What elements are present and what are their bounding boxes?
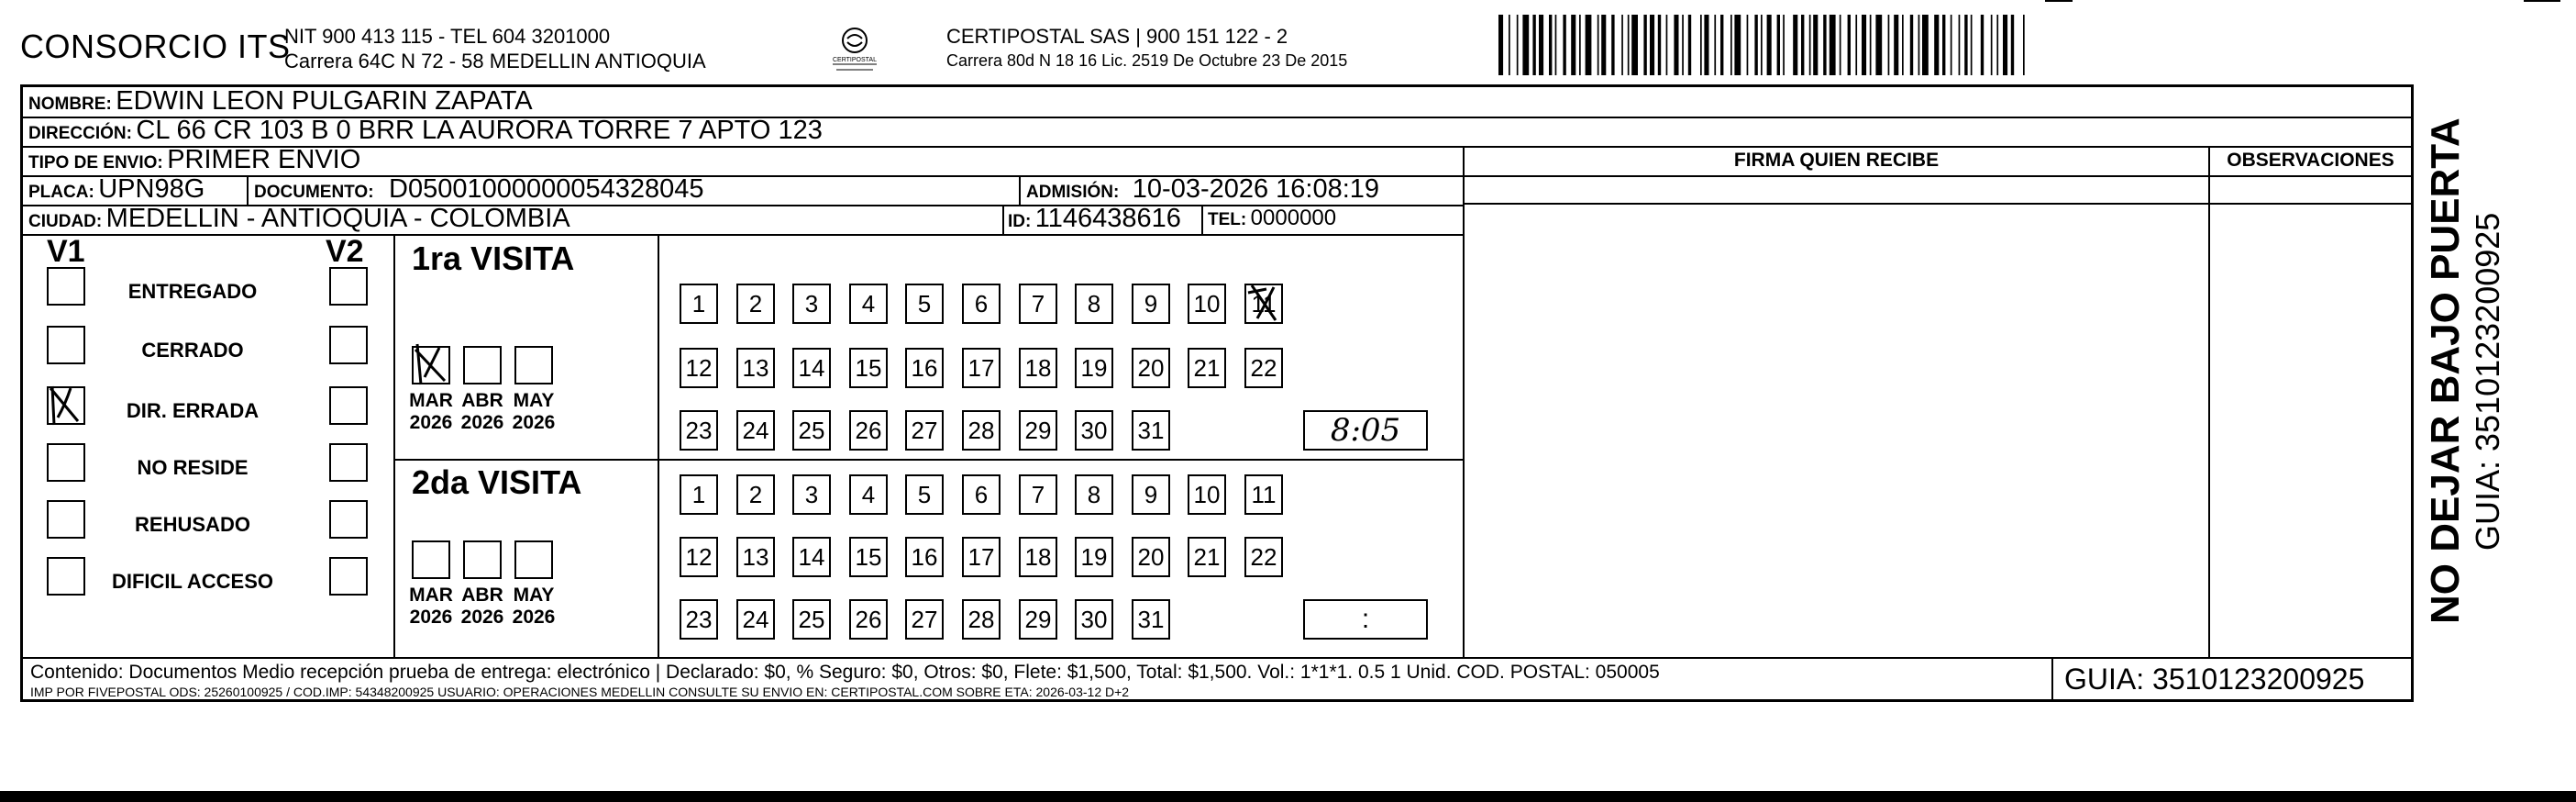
v2-checkbox[interactable] (329, 326, 368, 364)
day-number: 23 (685, 416, 713, 444)
day-number: 20 (1137, 542, 1165, 571)
nombre-label: NOMBRE: (28, 95, 112, 114)
v2-checkbox[interactable] (329, 443, 368, 482)
day-number: 1 (691, 480, 706, 508)
day-box[interactable] (1075, 599, 1113, 640)
row-divider (23, 146, 2411, 148)
status-label: DIR. ERRADA (126, 399, 260, 422)
day-number: 14 (798, 542, 825, 571)
footer-cell-divider (2051, 657, 2053, 699)
barcode-bar (1498, 15, 1503, 75)
day-box[interactable] (1075, 284, 1113, 324)
barcode-bar (1563, 15, 1565, 75)
day-box[interactable] (905, 537, 944, 577)
second-visit-time[interactable] (1303, 599, 1428, 640)
tel-value: 0000000 (1250, 206, 1337, 230)
certipostal-logo-icon (827, 24, 882, 75)
day-box[interactable] (1075, 348, 1113, 388)
day-number: 28 (967, 605, 995, 633)
barcode-bar (1650, 15, 1654, 75)
day-box[interactable] (1132, 348, 1170, 388)
day-number: 18 (1024, 353, 1052, 382)
day-number: 10 (1193, 289, 1221, 317)
day-number: 31 (1137, 416, 1165, 444)
day-number: 6 (974, 289, 989, 317)
barcode-bar (1761, 15, 1763, 75)
barcode-bar (1628, 15, 1630, 75)
day-box[interactable] (792, 348, 831, 388)
direccion-value: CL 66 CR 103 B 0 BRR LA AURORA TORRE 7 APTO 123 (136, 116, 823, 145)
day-number: 3 (804, 480, 819, 508)
day-number: 8 (1087, 480, 1101, 508)
barcode-bar (1942, 15, 1945, 75)
day-box[interactable] (680, 599, 718, 640)
day-number: 27 (911, 416, 938, 444)
month-year: 2026 (512, 607, 556, 628)
day-number: 19 (1080, 542, 1108, 571)
barcode-bar (1971, 15, 1973, 75)
day-box[interactable] (680, 537, 718, 577)
admision-value: 10-03-2026 16:08:19 (1132, 174, 1380, 204)
day-number: 25 (798, 605, 825, 633)
barcode-bar (1747, 15, 1749, 75)
day-number: 29 (1024, 605, 1052, 633)
observations-area[interactable] (2210, 205, 2411, 656)
ciudad-cell (28, 204, 570, 234)
barcode-bar (1902, 15, 1904, 75)
first-visit-time-value: 8:05 (1330, 412, 1401, 449)
status-label: NO RESIDE (137, 456, 249, 479)
barcode-bar (1951, 15, 1952, 75)
company-address: Carrera 64C N 72 - 58 MEDELLIN ANTIOQUIA (284, 50, 706, 72)
day-number: 15 (855, 542, 882, 571)
month-year: 2026 (409, 607, 453, 628)
day-box[interactable] (1075, 474, 1113, 515)
day-number: 26 (855, 605, 882, 633)
month-name: ABR (461, 390, 503, 411)
barcode-bar (1894, 15, 1898, 75)
day-number: 18 (1024, 542, 1052, 571)
barcode-bar (1840, 15, 1841, 75)
id-value: 1146438616 (1034, 204, 1181, 233)
v2-checkbox[interactable] (329, 557, 368, 596)
admision-cell (1026, 174, 1379, 205)
visit-column-divider (658, 236, 659, 657)
courier-license: Carrera 80d N 18 16 Lic. 2519 De Octubre 23 De 2015 (946, 51, 1348, 70)
day-number: 9 (1144, 480, 1158, 508)
day-number: 26 (855, 416, 882, 444)
day-box[interactable] (1244, 474, 1283, 515)
month-label (502, 390, 566, 434)
day-box[interactable] (962, 348, 1001, 388)
handwritten-check-mark (43, 381, 87, 429)
day-box[interactable] (962, 537, 1001, 577)
placa-value: UPN98G (98, 174, 205, 204)
barcode-bar (1714, 15, 1716, 75)
barcode-bar (1571, 15, 1575, 75)
month-name: MAR (409, 390, 453, 411)
nombre-row (28, 86, 533, 117)
day-number: 10 (1193, 480, 1221, 508)
ciudad-label: CIUDAD: (28, 212, 103, 231)
tipo-envio-value: PRIMER ENVIO (167, 145, 361, 174)
barcode-bar (1532, 15, 1535, 75)
day-number: 4 (861, 289, 876, 317)
shipping-form (20, 84, 2414, 702)
cell-divider (247, 177, 249, 206)
barcode-bar (1517, 15, 1519, 75)
day-number: 9 (1144, 289, 1158, 317)
day-box[interactable] (680, 474, 718, 515)
day-box[interactable] (736, 410, 775, 451)
barcode-bar (1767, 15, 1772, 75)
barcode-bar (2011, 15, 2014, 75)
barcode-bar (1631, 15, 1638, 75)
month-name: MAR (409, 585, 453, 606)
day-box[interactable] (792, 474, 831, 515)
barcode-bar (1522, 15, 1529, 75)
day-box[interactable] (905, 348, 944, 388)
documento-value: D05001000000054328045 (389, 174, 704, 204)
signature-area[interactable] (1465, 205, 2208, 656)
tel-cell (1208, 206, 1336, 231)
visit-divider (393, 459, 1463, 461)
barcode-bar (1777, 15, 1780, 75)
month-checkbox[interactable] (514, 346, 553, 384)
barcode-bar (1682, 15, 1684, 75)
day-number: 19 (1080, 353, 1108, 382)
placa-label: PLACA: (28, 183, 94, 202)
barcode-bar (1793, 15, 1797, 75)
admision-label: ADMISIÓN: (1026, 183, 1120, 202)
day-box[interactable] (849, 410, 888, 451)
day-box[interactable] (792, 284, 831, 324)
barcode-bar (1964, 15, 1967, 75)
barcode-bar (1658, 15, 1661, 75)
day-number: 31 (1137, 605, 1165, 633)
v1-checkbox[interactable] (47, 326, 85, 364)
nombre-value: EDWIN LEON PULGARIN ZAPATA (116, 86, 533, 116)
day-box[interactable] (962, 410, 1001, 451)
day-box[interactable] (962, 474, 1001, 515)
day-box[interactable] (1019, 348, 1057, 388)
documento-cell (254, 174, 704, 205)
barcode-icon (1497, 15, 2177, 75)
cell-divider (1019, 177, 1021, 206)
day-box[interactable] (792, 410, 831, 451)
month-name: ABR (461, 585, 503, 606)
barcode-bar (1996, 15, 1998, 75)
v1-checkbox[interactable] (47, 557, 85, 596)
day-box[interactable] (792, 599, 831, 640)
observaciones-header: OBSERVACIONES (2227, 150, 2394, 171)
v2-checkbox[interactable] (329, 500, 368, 539)
footer-content: Contenido: Documentos Medio recepción prueba de entrega: electrónico | Declarado: $0, % Seguro: $0, Otros: $0, Flete: $1,500, Total: $1,500. Vol.: 1*1*1. 0.5 1 Unid. COD. POSTAL: 050005 (30, 662, 1660, 683)
direccion-row (28, 116, 823, 146)
day-box[interactable] (962, 284, 1001, 324)
day-box[interactable] (1244, 537, 1283, 577)
status-label: DIFICIL ACCESO (111, 570, 273, 593)
barcode-bar (1579, 15, 1581, 75)
day-box[interactable] (736, 474, 775, 515)
barcode-bar (1700, 15, 1702, 75)
handwritten-day-mark (1241, 278, 1288, 328)
barcode-bar (1801, 15, 1804, 75)
month-label (502, 585, 566, 629)
barcode-bar (1598, 15, 1599, 75)
day-box[interactable] (736, 599, 775, 640)
cell-divider (1201, 206, 1203, 236)
side-guia: GUIA: 3510123200925 (2469, 212, 2506, 551)
barcode-bar (1643, 15, 1646, 75)
month-checkbox[interactable] (463, 540, 502, 579)
day-box[interactable] (849, 284, 888, 324)
day-box[interactable] (1132, 599, 1170, 640)
status-label: REHUSADO (135, 513, 250, 536)
barcode-bar (2003, 15, 2007, 75)
v1-checkbox[interactable] (47, 267, 85, 306)
barcode-bar (1674, 15, 1678, 75)
first-visit-time[interactable] (1303, 410, 1428, 451)
day-number: 4 (861, 480, 876, 508)
day-number: 20 (1137, 353, 1165, 382)
day-box[interactable] (1132, 410, 1170, 451)
company-name: CONSORCIO ITS (20, 28, 291, 65)
v2-checkbox[interactable] (329, 267, 368, 306)
direccion-label: DIRECCIÓN: (28, 124, 132, 143)
day-box[interactable] (1188, 348, 1226, 388)
ciudad-value: MEDELLIN - ANTIOQUIA - COLOMBIA (105, 204, 570, 233)
barcode-bar (1611, 15, 1614, 75)
barcode-bar (1991, 15, 1993, 75)
status-label: CERRADO (141, 339, 244, 362)
barcode-bar (1555, 15, 1557, 75)
day-number: 7 (1031, 289, 1045, 317)
barcode-bar (1848, 15, 1851, 75)
day-box[interactable] (1019, 410, 1057, 451)
day-number: 17 (967, 353, 995, 382)
month-checkbox[interactable] (514, 540, 553, 579)
day-number: 12 (685, 542, 713, 571)
second-visit-title: 2da VISITA (412, 463, 582, 501)
barcode-bar (1862, 15, 1866, 75)
company-nit: NIT 900 413 115 - TEL 604 3201000 (284, 25, 611, 48)
second-visit-time-placeholder: : (1361, 604, 1370, 634)
barcode-bar (1734, 15, 1741, 75)
barcode-bar (1720, 15, 1723, 75)
v1-checkbox[interactable] (47, 443, 85, 482)
status-label: ENTREGADO (127, 280, 258, 303)
day-box[interactable] (1019, 284, 1057, 324)
day-box[interactable] (1019, 474, 1057, 515)
day-number: 14 (798, 353, 825, 382)
barcode-bar (1509, 15, 1510, 75)
day-number: 21 (1193, 353, 1221, 382)
barcode-bar (1910, 15, 1913, 75)
barcode-bar (1601, 15, 1606, 75)
day-number: 29 (1024, 416, 1052, 444)
month-checkbox[interactable] (463, 346, 502, 384)
day-number: 5 (917, 480, 932, 508)
barcode-bar (1830, 15, 1836, 75)
tel-label: TEL: (1208, 210, 1247, 229)
day-number: 6 (974, 480, 989, 508)
day-box[interactable] (849, 474, 888, 515)
day-box[interactable] (1019, 537, 1057, 577)
month-year: 2026 (460, 412, 504, 433)
day-box[interactable] (1188, 284, 1226, 324)
barcode-bar (1586, 15, 1592, 75)
day-number: 13 (742, 542, 769, 571)
day-number: 2 (748, 480, 763, 508)
day-number: 27 (911, 605, 938, 633)
month-year: 2026 (512, 412, 556, 433)
day-number: 12 (685, 353, 713, 382)
day-box[interactable] (792, 537, 831, 577)
day-box[interactable] (849, 537, 888, 577)
day-box[interactable] (1188, 537, 1226, 577)
day-box[interactable] (1244, 348, 1283, 388)
row-divider (23, 234, 1463, 236)
v1-header: V1 (47, 234, 85, 269)
courier-info: CERTIPOSTAL SAS | 900 151 122 - 2 (946, 25, 1288, 48)
barcode-bar (1922, 15, 1929, 75)
day-box[interactable] (1132, 284, 1170, 324)
day-number: 22 (1250, 542, 1277, 571)
day-box[interactable] (905, 474, 944, 515)
day-number: 24 (742, 416, 769, 444)
logo-text: CERTIPOSTAL (833, 57, 877, 63)
day-box[interactable] (680, 348, 718, 388)
tipo-envio-row (28, 145, 360, 175)
day-box[interactable] (905, 410, 944, 451)
guia-number: GUIA: 3510123200925 (2064, 663, 2365, 696)
day-box[interactable] (1075, 537, 1113, 577)
barcode-bar (1666, 15, 1668, 75)
day-box[interactable] (680, 410, 718, 451)
day-number: 22 (1250, 353, 1277, 382)
day-box[interactable] (680, 284, 718, 324)
day-box[interactable] (849, 599, 888, 640)
barcode-bar (1754, 15, 1757, 75)
barcode-bar (1809, 15, 1811, 75)
day-number: 16 (911, 542, 938, 571)
status-divider (393, 236, 395, 657)
month-year: 2026 (460, 607, 504, 628)
day-box[interactable] (849, 348, 888, 388)
day-number: 7 (1031, 480, 1045, 508)
barcode-bar (1539, 15, 1543, 75)
day-box[interactable] (1132, 537, 1170, 577)
bottom-bar (0, 791, 2576, 802)
firma-header: FIRMA QUIEN RECIBE (1733, 150, 1940, 171)
v1-checkbox[interactable] (47, 500, 85, 539)
day-box[interactable] (905, 284, 944, 324)
day-number: 30 (1080, 416, 1108, 444)
day-number: 25 (798, 416, 825, 444)
barcode-bar (1855, 15, 1857, 75)
month-name: MAY (513, 585, 555, 606)
id-label: ID: (1008, 212, 1032, 231)
id-cell (1008, 204, 1181, 234)
day-box[interactable] (905, 599, 944, 640)
day-number: 1 (691, 289, 706, 317)
v2-header: V2 (326, 234, 364, 269)
edge-mark (2524, 0, 2560, 2)
day-number: 24 (742, 605, 769, 633)
day-number: 23 (685, 605, 713, 633)
day-number: 11 (1251, 480, 1277, 508)
day-box[interactable] (1075, 410, 1113, 451)
barcode-bar (1783, 15, 1785, 75)
barcode-bar (2023, 15, 2025, 75)
day-box[interactable] (736, 348, 775, 388)
day-number: 21 (1193, 542, 1221, 571)
day-number: 17 (967, 542, 995, 571)
day-number: 13 (742, 353, 769, 382)
month-checkbox[interactable] (412, 540, 450, 579)
day-number: 5 (917, 289, 932, 317)
barcode-bar (1813, 15, 1818, 75)
day-number: 16 (911, 353, 938, 382)
tipo-envio-label: TIPO DE ENVIO: (28, 153, 163, 173)
cell-divider (1002, 206, 1004, 236)
placa-cell (28, 174, 205, 205)
day-number: 30 (1080, 605, 1108, 633)
barcode-bar (1918, 15, 1920, 75)
barcode-bar (1959, 15, 1961, 75)
barcode-bar (1730, 15, 1732, 75)
barcode-bar (1704, 15, 1708, 75)
barcode-bar (1549, 15, 1552, 75)
documento-label: DOCUMENTO: (254, 183, 374, 202)
day-number: 3 (804, 289, 819, 317)
footer-print-info: IMP POR FIVEPOSTAL ODS: 25260100925 / COD.IMP: 54348200925 USUARIO: OPERACIONES MEDELLIN CONSULTE SU ENVIO EN: CERTIPOSTAL.COM SOBRE ETA: 2026-03-12 D+2 (30, 685, 1130, 699)
barcode-bar (1870, 15, 1872, 75)
barcode-bar (1981, 15, 1984, 75)
day-box[interactable] (1188, 474, 1226, 515)
edge-mark (2045, 0, 2073, 2)
handwritten-check-mark (408, 340, 454, 388)
month-name: MAY (513, 390, 555, 411)
barcode-bar (1875, 15, 1882, 75)
day-box[interactable] (736, 284, 775, 324)
barcode-bar (1688, 15, 1691, 75)
side-warning: NO DEJAR BAJO PUERTA (2423, 117, 2468, 624)
day-box[interactable] (962, 599, 1001, 640)
day-number: 2 (748, 289, 763, 317)
v2-checkbox[interactable] (329, 386, 368, 425)
day-box[interactable] (1132, 474, 1170, 515)
day-number: 8 (1087, 289, 1101, 317)
barcode-bar (1934, 15, 1939, 75)
day-number: 11 (1251, 289, 1277, 317)
barcode-bar (1621, 15, 1623, 75)
barcode-bar (1823, 15, 1826, 75)
day-box[interactable] (1019, 599, 1057, 640)
first-visit-title: 1ra VISITA (412, 239, 575, 277)
day-box[interactable] (736, 537, 775, 577)
day-number: 28 (967, 416, 995, 444)
day-number: 15 (855, 353, 882, 382)
barcode-bar (1888, 15, 1890, 75)
month-year: 2026 (409, 412, 453, 433)
